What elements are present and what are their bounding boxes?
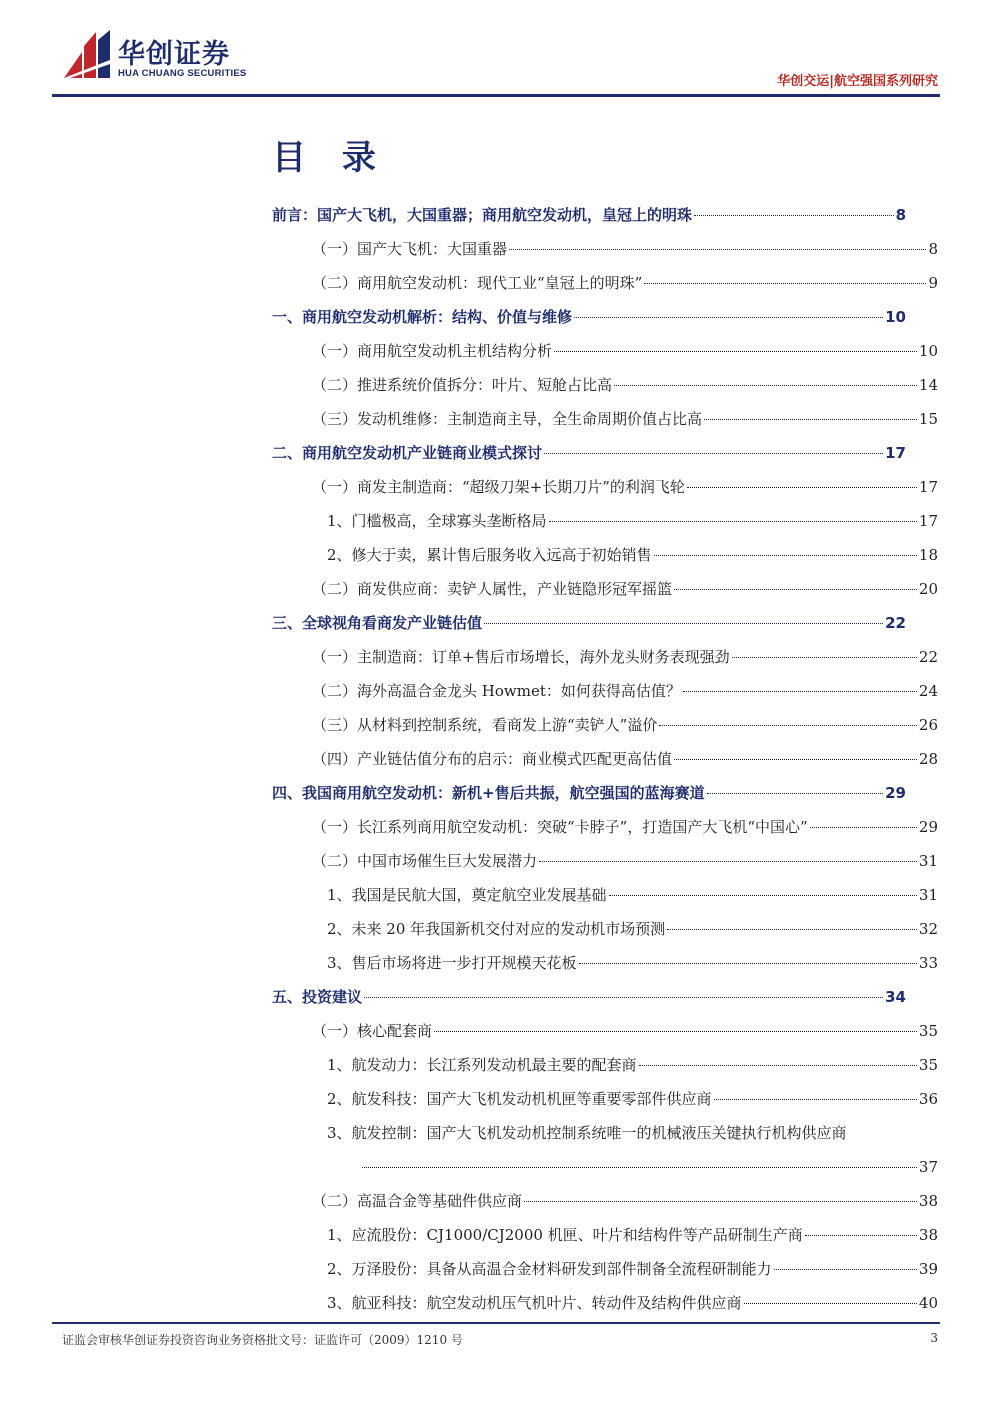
toc-entry[interactable] (312, 810, 938, 844)
toc-page-number: 10 (885, 308, 906, 326)
toc-leader-dots (694, 215, 894, 216)
toc-page-number: 32 (918, 920, 938, 938)
toc-entry-text: （四）产业链估值分布的启示：商业模式匹配更高估值 (312, 750, 673, 768)
toc-entry[interactable] (327, 912, 938, 946)
toc-entry[interactable] (272, 198, 906, 232)
toc-page-number: 38 (918, 1192, 938, 1210)
toc-entry[interactable] (327, 538, 938, 572)
toc-entry[interactable] (272, 300, 906, 334)
toc-page-number: 35 (918, 1056, 938, 1074)
toc-leader-dots (364, 997, 883, 998)
toc-leader-dots (609, 895, 917, 896)
toc-entry-text: 3、航亚科技：航空发动机压气机叶片、转动件及结构件供应商 (327, 1294, 742, 1312)
toc-entry-text: 2、航发科技：国产大飞机发动机机匣等重要零部件供应商 (327, 1090, 712, 1108)
toc-page-number: 38 (918, 1226, 938, 1244)
toc-entry[interactable] (312, 1014, 938, 1048)
toc-page-number: 26 (918, 716, 938, 734)
toc-entry[interactable] (312, 266, 938, 300)
toc-leader-dots (484, 623, 883, 624)
toc-leader-dots (539, 861, 917, 862)
toc-entry[interactable] (272, 606, 906, 640)
toc-leader-dots (579, 963, 917, 964)
page-header (0, 0, 992, 100)
toc-entry[interactable] (312, 572, 938, 606)
toc-entry-text: 2、未来 20 年我国新机交付对应的发动机市场预测 (327, 920, 666, 938)
logo-chinese-name: 华创证券 (118, 39, 230, 70)
toc-entry-text: 五、投资建议 (272, 988, 363, 1006)
toc-page-number: 24 (918, 682, 938, 700)
toc-page-number: 9 (928, 274, 938, 292)
logo-mark-icon (62, 30, 112, 80)
toc-entry-text: 1、我国是民航大国，奠定航空业发展基础 (327, 886, 607, 904)
toc-entry-text: （二）中国市场催生巨大发展潜力 (312, 852, 538, 870)
toc-page-number: 14 (918, 376, 938, 394)
toc-entry-text: 三、全球视角看商发产业链估值 (272, 614, 483, 632)
toc-leader-dots (774, 1269, 917, 1270)
toc-leader-dots (667, 929, 917, 930)
toc-entry[interactable] (272, 436, 906, 470)
toc-page-number: 36 (918, 1090, 938, 1108)
toc-entry[interactable] (327, 504, 938, 538)
footer-license-text: 证监会审核华创证券投资咨询业务资格批文号：证监许可（2009）1210 号 (62, 1333, 463, 1347)
toc-leader-dots (434, 1031, 917, 1032)
toc-page-number: 17 (918, 478, 938, 496)
toc-leader-dots (659, 725, 917, 726)
toc-entry[interactable] (312, 1184, 938, 1218)
toc-leader-dots (554, 351, 917, 352)
toc-page-number: 40 (918, 1294, 938, 1312)
toc-page-number: 31 (918, 886, 938, 904)
toc-leader-dots (544, 453, 883, 454)
toc-entry-text: 2、万泽股份：具备从高温合金材料研发到部件制备全流程研制能力 (327, 1260, 772, 1278)
toc-leader-dots (714, 1099, 917, 1100)
toc-entry[interactable] (327, 1252, 938, 1286)
toc-page-number: 29 (918, 818, 938, 836)
logo-english-name: HUA CHUANG SECURITIES (118, 68, 247, 79)
header-divider (52, 94, 940, 97)
toc-page-number: 33 (918, 954, 938, 972)
company-logo (62, 30, 262, 86)
toc-page-number: 8 (895, 206, 906, 224)
toc-entry-text: 二、商用航空发动机产业链商业模式探讨 (272, 444, 543, 462)
toc-entry-continuation[interactable] (360, 1150, 938, 1184)
toc-entry-text: 3、售后市场将进一步打开规模天花板 (327, 954, 577, 972)
toc-leader-dots (704, 419, 917, 420)
toc-leader-dots (362, 1167, 917, 1168)
toc-page-number: 20 (918, 580, 938, 598)
toc-entry[interactable] (312, 674, 938, 708)
toc-entry-text: 3、航发控制：国产大飞机发动机控制系统唯一的机械液压关键执行机构供应商 (327, 1124, 847, 1142)
toc-entry-text: 1、门槛极高，全球寡头垄断格局 (327, 512, 547, 530)
toc-heading: 目 录 (272, 138, 388, 178)
report-series-title: 华创交运|航空强国系列研究 (777, 74, 938, 89)
toc-entry[interactable] (327, 1048, 938, 1082)
toc-entry-text: 2、修大于卖，累计售后服务收入远高于初始销售 (327, 546, 652, 564)
toc-entry[interactable] (327, 946, 938, 980)
toc-entry[interactable] (312, 742, 938, 776)
toc-page-number: 17 (918, 512, 938, 530)
toc-entry-text: （一）核心配套商 (312, 1022, 433, 1040)
toc-entry[interactable] (327, 1286, 938, 1320)
toc-entry-text: 一、商用航空发动机解析：结构、价值与维修 (272, 308, 573, 326)
toc-entry-text: （一）国产大飞机：大国重器 (312, 240, 508, 258)
toc-entry[interactable] (327, 1116, 938, 1150)
toc-leader-dots (744, 1303, 917, 1304)
toc-entry-text: 前言：国产大飞机，大国重器；商用航空发动机，皇冠上的明珠 (272, 206, 693, 224)
toc-entry-text: （二）商发供应商：卖铲人属性，产业链隐形冠军摇篮 (312, 580, 673, 598)
toc-page-number: 10 (918, 342, 938, 360)
toc-leader-dots (654, 555, 917, 556)
toc-entry-text: （三）发动机维修：主制造商主导，全生命周期价值占比高 (312, 410, 703, 428)
toc-entry[interactable] (312, 232, 938, 266)
toc-leader-dots (524, 1201, 917, 1202)
toc-page-number: 28 (918, 750, 938, 768)
toc-page-number: 22 (885, 614, 906, 632)
toc-leader-dots (732, 657, 917, 658)
toc-page-number: 34 (885, 988, 906, 1006)
toc-page-number: 17 (885, 444, 906, 462)
toc-leader-dots (687, 487, 917, 488)
toc-entry[interactable] (312, 470, 938, 504)
toc-entry-text: （一）商发主制造商：“超级刀架+长期刀片”的利润飞轮 (312, 478, 685, 496)
toc-leader-dots (810, 827, 917, 828)
toc-page-number: 22 (918, 648, 938, 666)
toc-leader-dots (639, 1065, 917, 1066)
toc-entry[interactable] (312, 640, 938, 674)
toc-leader-dots (805, 1235, 917, 1236)
toc-entry-text: （三）从材料到控制系统，看商发上游“卖铲人”溢价 (312, 716, 658, 734)
toc-page-number: 37 (918, 1158, 938, 1176)
footer-page-number: 3 (930, 1331, 938, 1345)
toc-leader-dots (644, 283, 926, 284)
toc-entry[interactable] (327, 1218, 938, 1252)
toc-page-number: 15 (918, 410, 938, 428)
toc-leader-dots (549, 521, 917, 522)
toc-entry-text: 1、航发动力：长江系列发动机最主要的配套商 (327, 1056, 637, 1074)
footer-divider (52, 1322, 940, 1324)
toc-page-number: 39 (918, 1260, 938, 1278)
toc-entry-text: 四、我国商用航空发动机：新机+售后共振，航空强国的蓝海赛道 (272, 784, 705, 802)
toc-leader-dots (574, 317, 883, 318)
toc-leader-dots (674, 759, 917, 760)
toc-page-number: 18 (918, 546, 938, 564)
toc-entry-text: （二）商用航空发动机：现代工业“皇冠上的明珠” (312, 274, 643, 292)
toc-leader-dots (683, 691, 917, 692)
toc-entry[interactable] (312, 368, 938, 402)
toc-entry-text: （一）长江系列商用航空发动机：突破“卡脖子”，打造国产大飞机“中国心” (312, 818, 808, 836)
toc-entry-text: （一）商用航空发动机主机结构分析 (312, 342, 553, 360)
toc-entry-text: （二）高温合金等基础件供应商 (312, 1192, 523, 1210)
toc-entry[interactable] (327, 1082, 938, 1116)
toc-entry[interactable] (312, 402, 938, 436)
toc-entry-text: 1、应流股份：CJ1000/CJ2000 机匣、叶片和结构件等产品研制生产商 (327, 1226, 803, 1244)
toc-page-number: 29 (885, 784, 906, 802)
toc-leader-dots (674, 589, 917, 590)
toc-entry-text: （一）主制造商：订单+售后市场增长，海外龙头财务表现强劲 (312, 648, 730, 666)
toc-entry[interactable] (272, 776, 906, 810)
toc-entry[interactable] (272, 980, 906, 1014)
toc-entry[interactable] (327, 878, 938, 912)
toc-leader-dots (707, 793, 884, 794)
toc-entry-text: （二）推进系统价值拆分：叶片、短舱占比高 (312, 376, 613, 394)
toc-leader-dots (614, 385, 917, 386)
toc-page-number: 35 (918, 1022, 938, 1040)
toc-page-number: 8 (928, 240, 938, 258)
toc-entry[interactable] (312, 708, 938, 742)
toc-leader-dots (509, 249, 926, 250)
toc-entry[interactable] (312, 334, 938, 368)
toc-page-number: 31 (918, 852, 938, 870)
toc-entry[interactable] (312, 844, 938, 878)
toc-entry-text: （二）海外高温合金龙头 Howmet：如何获得高估值？ (312, 682, 681, 700)
